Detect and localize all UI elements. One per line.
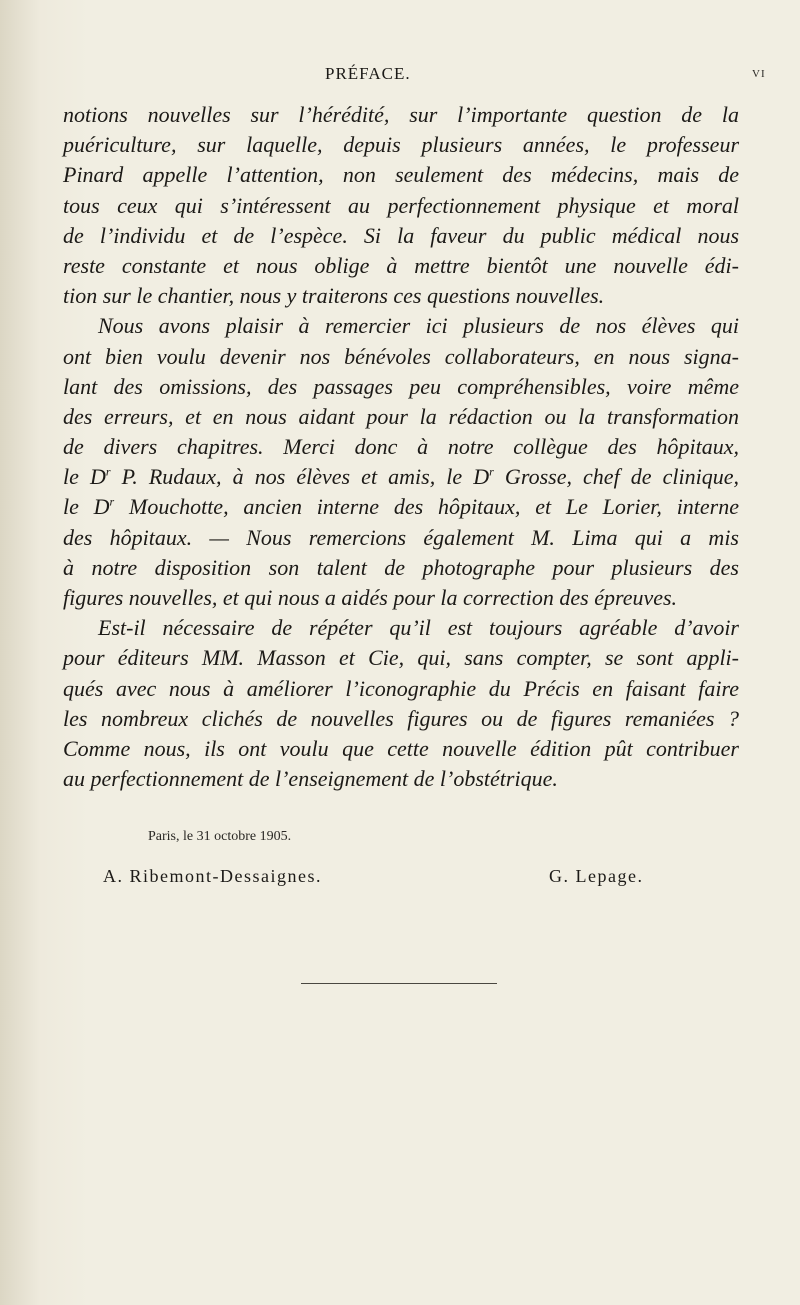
- superscript: r: [489, 464, 494, 479]
- text-line: figures nouvelles, et qui nous a aidés pour la correction des épreuves.: [63, 585, 678, 610]
- text-line: des erreurs, et en nous aidant pour la rédaction ou la transformation: [63, 403, 739, 429]
- signature-date: Paris, le 31 octobre 1905.: [148, 829, 292, 844]
- text-fragment: le D: [63, 494, 110, 520]
- text-line: au perfectionnement de l’enseignement de l’obstétrique.: [63, 766, 558, 792]
- text-line: à notre disposition son talent de photographe pour plusieurs des: [63, 554, 739, 580]
- text-fragment: le D: [63, 464, 106, 490]
- superscript: r: [109, 495, 115, 510]
- running-head: [0, 64, 800, 88]
- signatory-left: A. Ribemont-Dessaignes.: [103, 866, 322, 886]
- text-fragment: Mouchotte, ancien interne des hôpitaux, et Le Lorier, interne: [114, 494, 740, 520]
- text-line: tion sur le chantier, nous y traiterons ces questions nouvelles.: [63, 283, 605, 309]
- text-line: Comme nous, ils ont voulu que cette nouvelle édition pût contribuer: [63, 735, 739, 761]
- text-line: qués avec nous à améliorer l’iconographie du Précis en faisant faire: [63, 675, 739, 701]
- text-line: puériculture, sur laquelle, depuis plusieurs années, le professeur: [63, 132, 739, 158]
- text-line: les nombreux clichés de nouvelles figures ou de figures remaniées ?: [63, 705, 739, 731]
- page-number: VI: [752, 68, 766, 80]
- text-line: notions nouvelles sur l’hérédité, sur l’importante question de la: [63, 102, 739, 127]
- preface-body: [63, 100, 739, 794]
- text-line: lant des omissions, des passages peu compréhensibles, voire même: [63, 373, 739, 399]
- text-fragment: Grosse, chef de clinique,: [493, 464, 740, 490]
- text-line: pour éditeurs MM. Masson et Cie, qui, sans compter, se sont appli-: [63, 645, 739, 671]
- text-line: ont bien voulu devenir nos bénévoles collaborateurs, en nous signa-: [63, 343, 739, 369]
- text-line: Pinard appelle l’attention, non seulement des médecins, mais de: [63, 162, 739, 188]
- text-line: de divers chapitres. Merci donc à notre collègue des hôpitaux,: [63, 434, 739, 460]
- text-line: Nous avons plaisir à remercier ici plusieurs de nos élèves qui: [98, 313, 739, 339]
- running-title: PRÉFACE.: [325, 64, 411, 83]
- text-line: de l’individu et de l’espèce. Si la faveur du public médical nous: [63, 222, 739, 248]
- superscript: r: [105, 464, 111, 479]
- signatory-right: G. Lepage.: [549, 866, 644, 886]
- text-line: [63, 492, 739, 522]
- closing-rule: [301, 983, 497, 984]
- text-fragment: P. Rudaux, à nos élèves et amis, le D: [110, 464, 490, 490]
- text-line: tous ceux qui s’intéressent au perfectionnement physique et moral: [63, 192, 739, 218]
- text-line: [63, 462, 739, 492]
- text-line: des hôpitaux. — Nous remercions également M. Lima qui a mis: [63, 524, 739, 550]
- text-line: Est-il nécessaire de répéter qu’il est toujours agréable d’avoir: [98, 615, 739, 641]
- text-line: reste constante et nous oblige à mettre bientôt une nouvelle édi-: [63, 252, 739, 278]
